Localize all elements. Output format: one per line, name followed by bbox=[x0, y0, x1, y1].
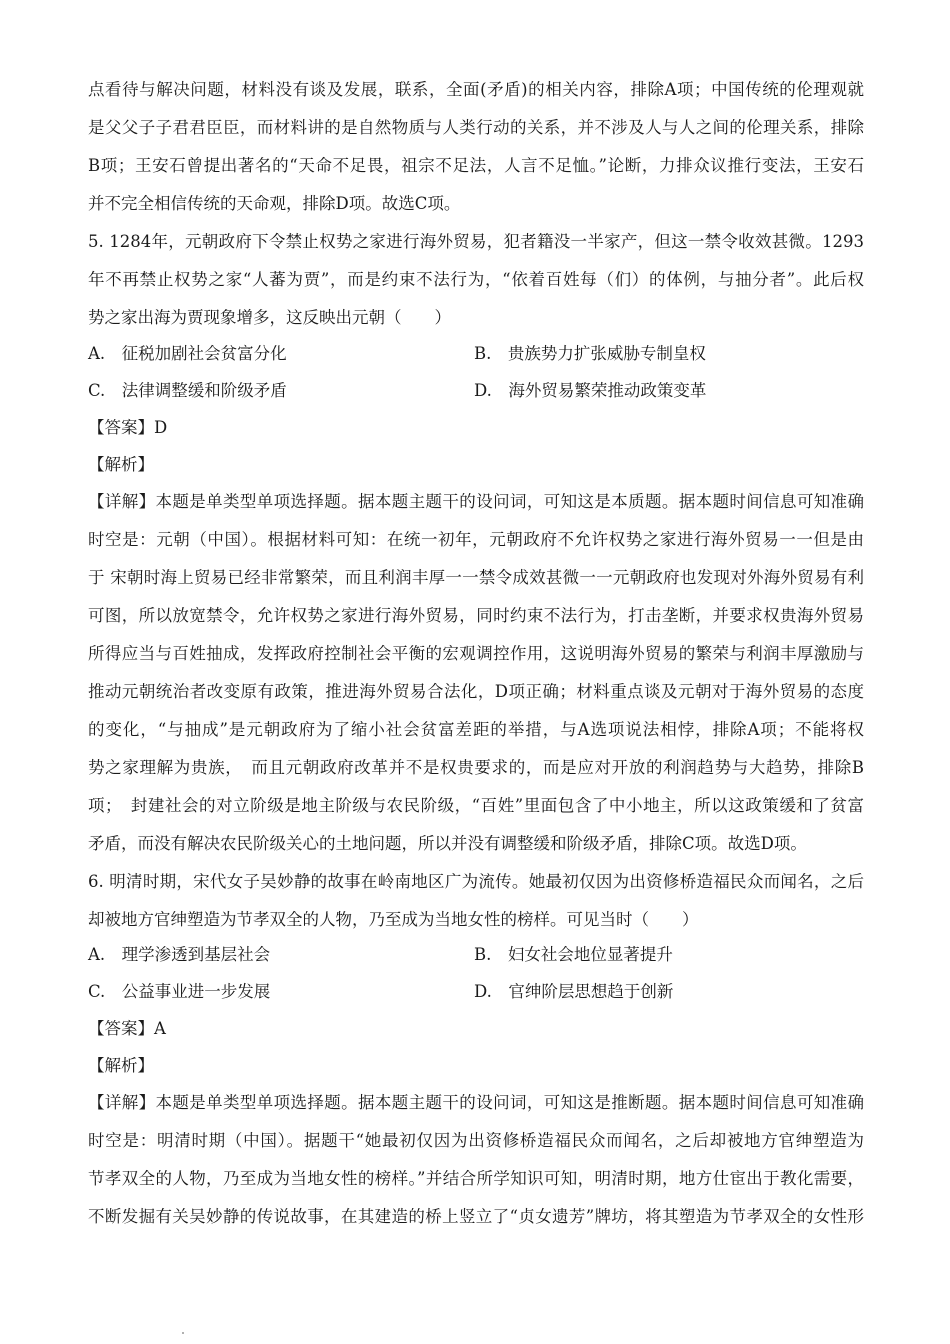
q5-option-b: B. 贵族势力扩张威胁专制皇权 bbox=[474, 344, 706, 363]
q6-detail-line: 时空是：明清时期（中国）。据题干“她最初仅因为出资修桥造福民众而闻名，之后却被地方官绅塑造为 bbox=[88, 1131, 864, 1150]
q5-option-d: D. 海外贸易繁荣推动政策变革 bbox=[474, 381, 707, 400]
q6-detail-line: 节孝双全的人物，乃至成为当地女性的榜样。”并结合所学知识可知，明清时期，地方仕宦出于教化需要， bbox=[88, 1169, 864, 1188]
q5-detail-line: 所得应当与百姓抽成，发挥政府控制社会平衡的宏观调控作用，这说明海外贸易的繁荣与利润丰厚激励与 bbox=[88, 644, 864, 663]
q5-detail-line: 可图，所以放宽禁令，允许权势之家进行海外贸易，同时约束不法行为，打击垄断，并要求权贵海外贸易 bbox=[88, 606, 864, 625]
q5-stem-line: 势之家出海为贾现象增多，这反映出元朝（ ） bbox=[88, 308, 451, 327]
q5-detail-line: 项； 封建社会的对立阶级是地主阶级与农民阶级，“百姓”里面包含了中小地主，所以这政策缓和了贫富 bbox=[88, 796, 864, 815]
prev-explanation-line: 点看待与解决问题，材料没有谈及发展，联系，全面(矛盾)的相关内容，排除A项；中国传统的伦理观就 bbox=[88, 80, 864, 99]
q6-option-c: C. 公益事业进一步发展 bbox=[88, 982, 271, 1001]
q5-detail-line: 【详解】本题是单类型单项选择题。据本题主题干的设问词，可知这是本质题。据本题时间信息可知准确 bbox=[88, 492, 864, 511]
q5-option-a: A. 征税加剧社会贫富分化 bbox=[88, 344, 287, 363]
q6-stem-line: 却被地方官绅塑造为节孝双全的人物，乃至成为当地女性的榜样。可见当时（ ） bbox=[88, 910, 699, 929]
q5-analysis-heading: 【解析】 bbox=[88, 455, 154, 474]
q6-detail-line: 【详解】本题是单类型单项选择题。据本题主题干的设问词，可知这是推断题。据本题时间信息可知准确 bbox=[88, 1093, 864, 1112]
q5-detail-line: 于 宋朝时海上贸易已经非常繁荣，而且利润丰厚一一禁令成效甚微一一元朝政府也发现对外海外贸易有利 bbox=[88, 568, 864, 587]
q6-option-b: B. 妇女社会地位显著提升 bbox=[474, 945, 673, 964]
q5-detail-line: 矛盾，而没有解决农民阶级关心的土地问题，所以并没有调整缓和阶级矛盾，排除C项。故选D项。 bbox=[88, 834, 807, 853]
q6-detail-line: 不断发掘有关吴妙静的传说故事，在其建造的桥上竖立了“贞女遗芳”牌坊，将其塑造为节孝双全的女性形 bbox=[88, 1207, 864, 1226]
q6-option-d: D. 官绅阶层思想趋于创新 bbox=[474, 982, 674, 1001]
q6-stem-line: 6. 明清时期，宋代女子吴妙静的故事在岭南地区广为流传。她最初仅因为出资修桥造福民众而闻名，之后 bbox=[88, 872, 864, 891]
q5-detail-line: 推动元朝统治者改变原有政策，推进海外贸易合法化，D项正确；材料重点谈及元朝对于海外贸易的态度 bbox=[88, 682, 864, 701]
prev-explanation-line: 是父父子子君君臣臣，而材料讲的是自然物质与人类行动的关系，并不涉及人与人之间的伦理关系，排除 bbox=[88, 118, 864, 137]
q5-stem-line: 5. 1284年，元朝政府下令禁止权势之家进行海外贸易，犯者籍没一半家产，但这一禁令收效甚微。1293 bbox=[88, 232, 864, 251]
scan-dot bbox=[182, 1332, 184, 1334]
q6-analysis-heading: 【解析】 bbox=[88, 1056, 154, 1075]
q5-option-c: C. 法律调整缓和阶级矛盾 bbox=[88, 381, 287, 400]
prev-explanation-line: B项；王安石曾提出著名的“天命不足畏，祖宗不足法，人言不足恤。”论断，力排众议推行变法，王安石 bbox=[88, 156, 864, 175]
q5-detail-line: 势之家理解为贵族， 而且元朝政府改革并不是权贵要求的，而是应对开放的利润趋势与大趋势，排除B bbox=[88, 758, 864, 777]
q5-detail-line: 的变化，“与抽成”是元朝政府为了缩小社会贫富差距的举措，与A选项说法相悖，排除A项；不能将权 bbox=[88, 720, 864, 739]
q6-answer: 【答案】A bbox=[88, 1019, 166, 1038]
q5-detail-line: 时空是：元朝（中国）。根据材料可知：在统一初年，元朝政府不允许权势之家进行海外贸易一一但是由 bbox=[88, 530, 864, 549]
q5-answer: 【答案】D bbox=[88, 418, 168, 437]
q5-stem-line: 年不再禁止权势之家“人蕃为贾”，而是约束不法行为，“依着百姓每（们）的体例，与抽分者”。此后权 bbox=[88, 270, 864, 289]
q6-option-a: A. 理学渗透到基层社会 bbox=[88, 945, 271, 964]
prev-explanation-line: 并不完全相信传统的天命观，排除D项。故选C项。 bbox=[88, 194, 461, 213]
